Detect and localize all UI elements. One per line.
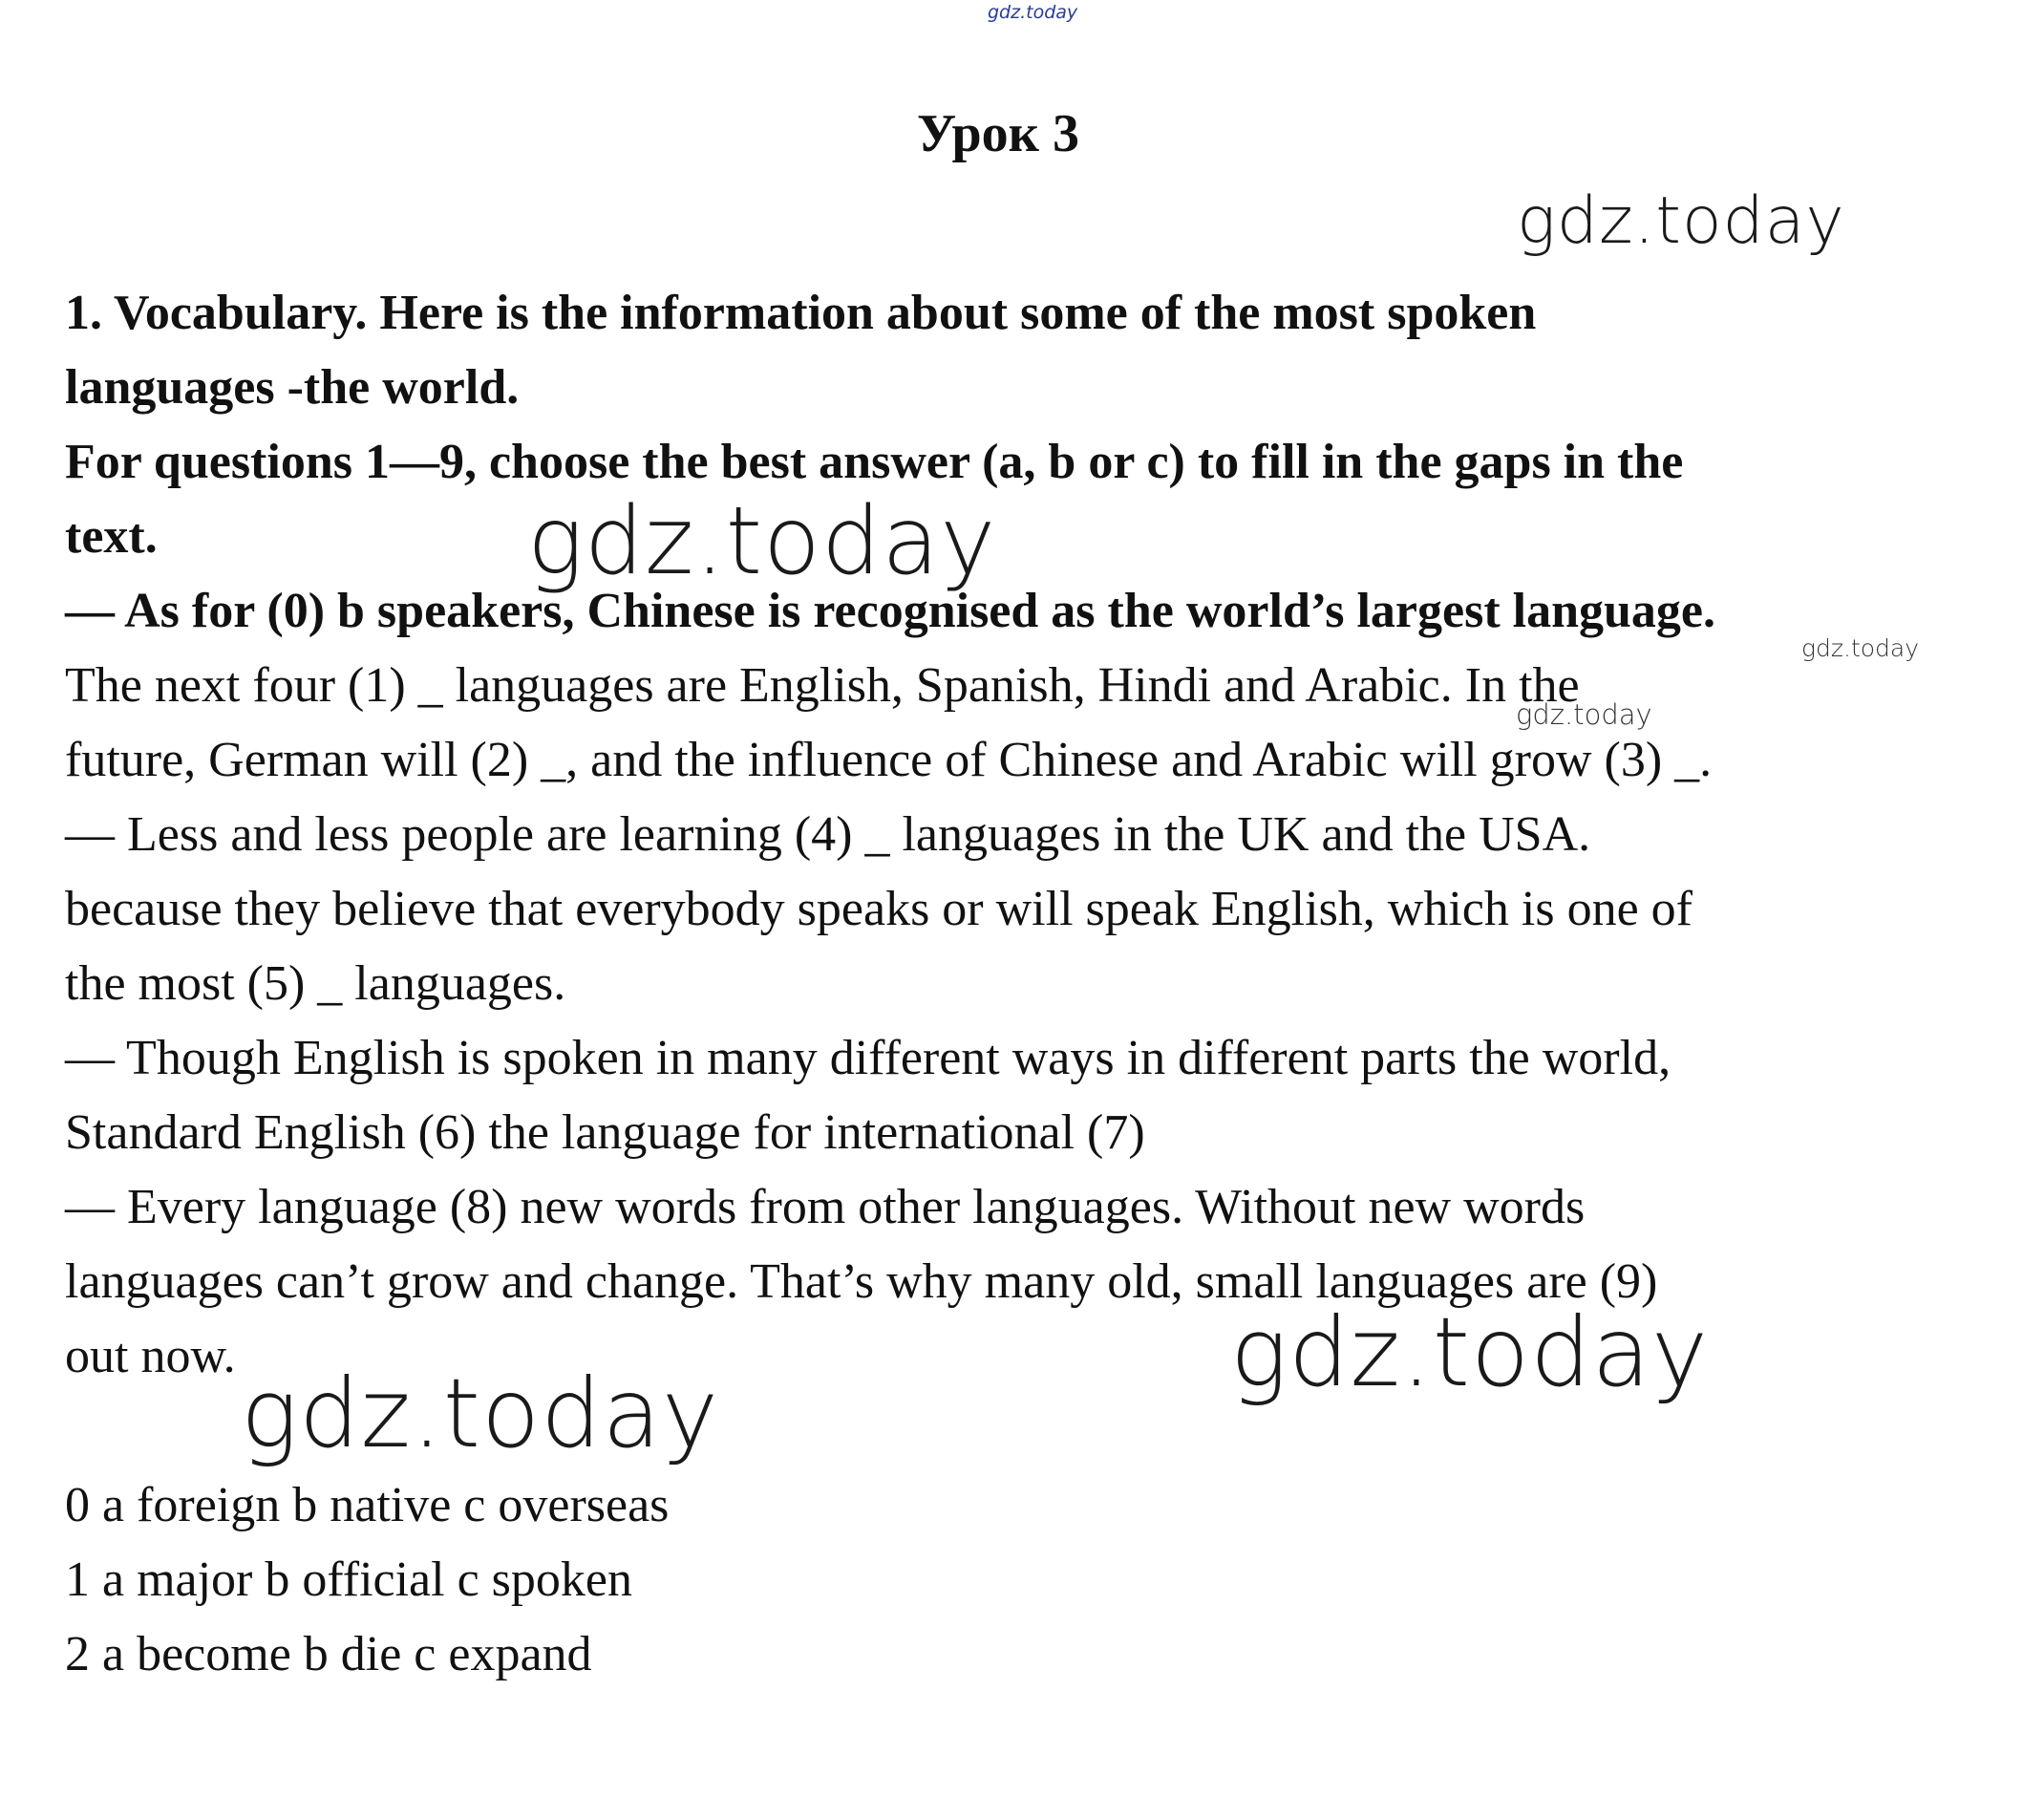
text-line: — Less and less people are learning (4) _ languages in the UK and the USA.	[65, 807, 1591, 862]
task-instruction-line-2: text.	[65, 509, 158, 564]
text-line: future, German will (2) _, and the influence of Chinese and Arabic will grow (3) _.	[65, 733, 1713, 787]
watermark-d: gdz.today	[1516, 698, 1652, 731]
task-instruction-line-1: For questions 1—9, choose the best answer (a, b or c) to fill in the gaps in the	[65, 435, 1684, 489]
text-line: languages can’t grow and change. That’s why many old, small languages are (9)	[65, 1254, 1658, 1309]
text-line: — Though English is spoken in many different ways in different parts the world,	[65, 1031, 1671, 1085]
watermark-c: gdz.today	[1801, 634, 1920, 662]
text-line: The next four (1) _ languages are English, Spanish, Hindi and Arabic. In the	[65, 658, 1580, 713]
text-line: the most (5) _ languages.	[65, 956, 566, 1011]
page-title: Урок 3	[917, 104, 1079, 163]
watermark-e: gdz.today	[1230, 1296, 1710, 1408]
text-line: because they believe that everybody speaks or will speak English, which is one of	[65, 882, 1693, 936]
option-line: 2 a become b die c expand	[65, 1627, 592, 1681]
option-line: 0 a foreign b native c overseas	[65, 1478, 670, 1532]
watermark-a: gdz.today	[1517, 183, 1845, 259]
text-line: — Every language (8) new words from other languages. Without new words	[65, 1180, 1586, 1234]
task-heading-line-1: 1. Vocabulary. Here is the information about some of the most spoken	[65, 286, 1537, 340]
watermark-b: gdz.today	[527, 487, 997, 596]
task-heading-line-2: languages -the world.	[65, 360, 520, 415]
text-line: Standard English (6) the language for international (7)	[65, 1105, 1145, 1160]
text-line: out now.	[65, 1329, 236, 1383]
option-line: 1 a major b official c spoken	[65, 1552, 632, 1607]
task-example-line: — As for (0) b speakers, Chinese is recognised as the world’s largest language.	[65, 584, 1716, 638]
watermark-top: gdz.today	[988, 2, 1078, 23]
watermark-f: gdz.today	[241, 1358, 720, 1469]
